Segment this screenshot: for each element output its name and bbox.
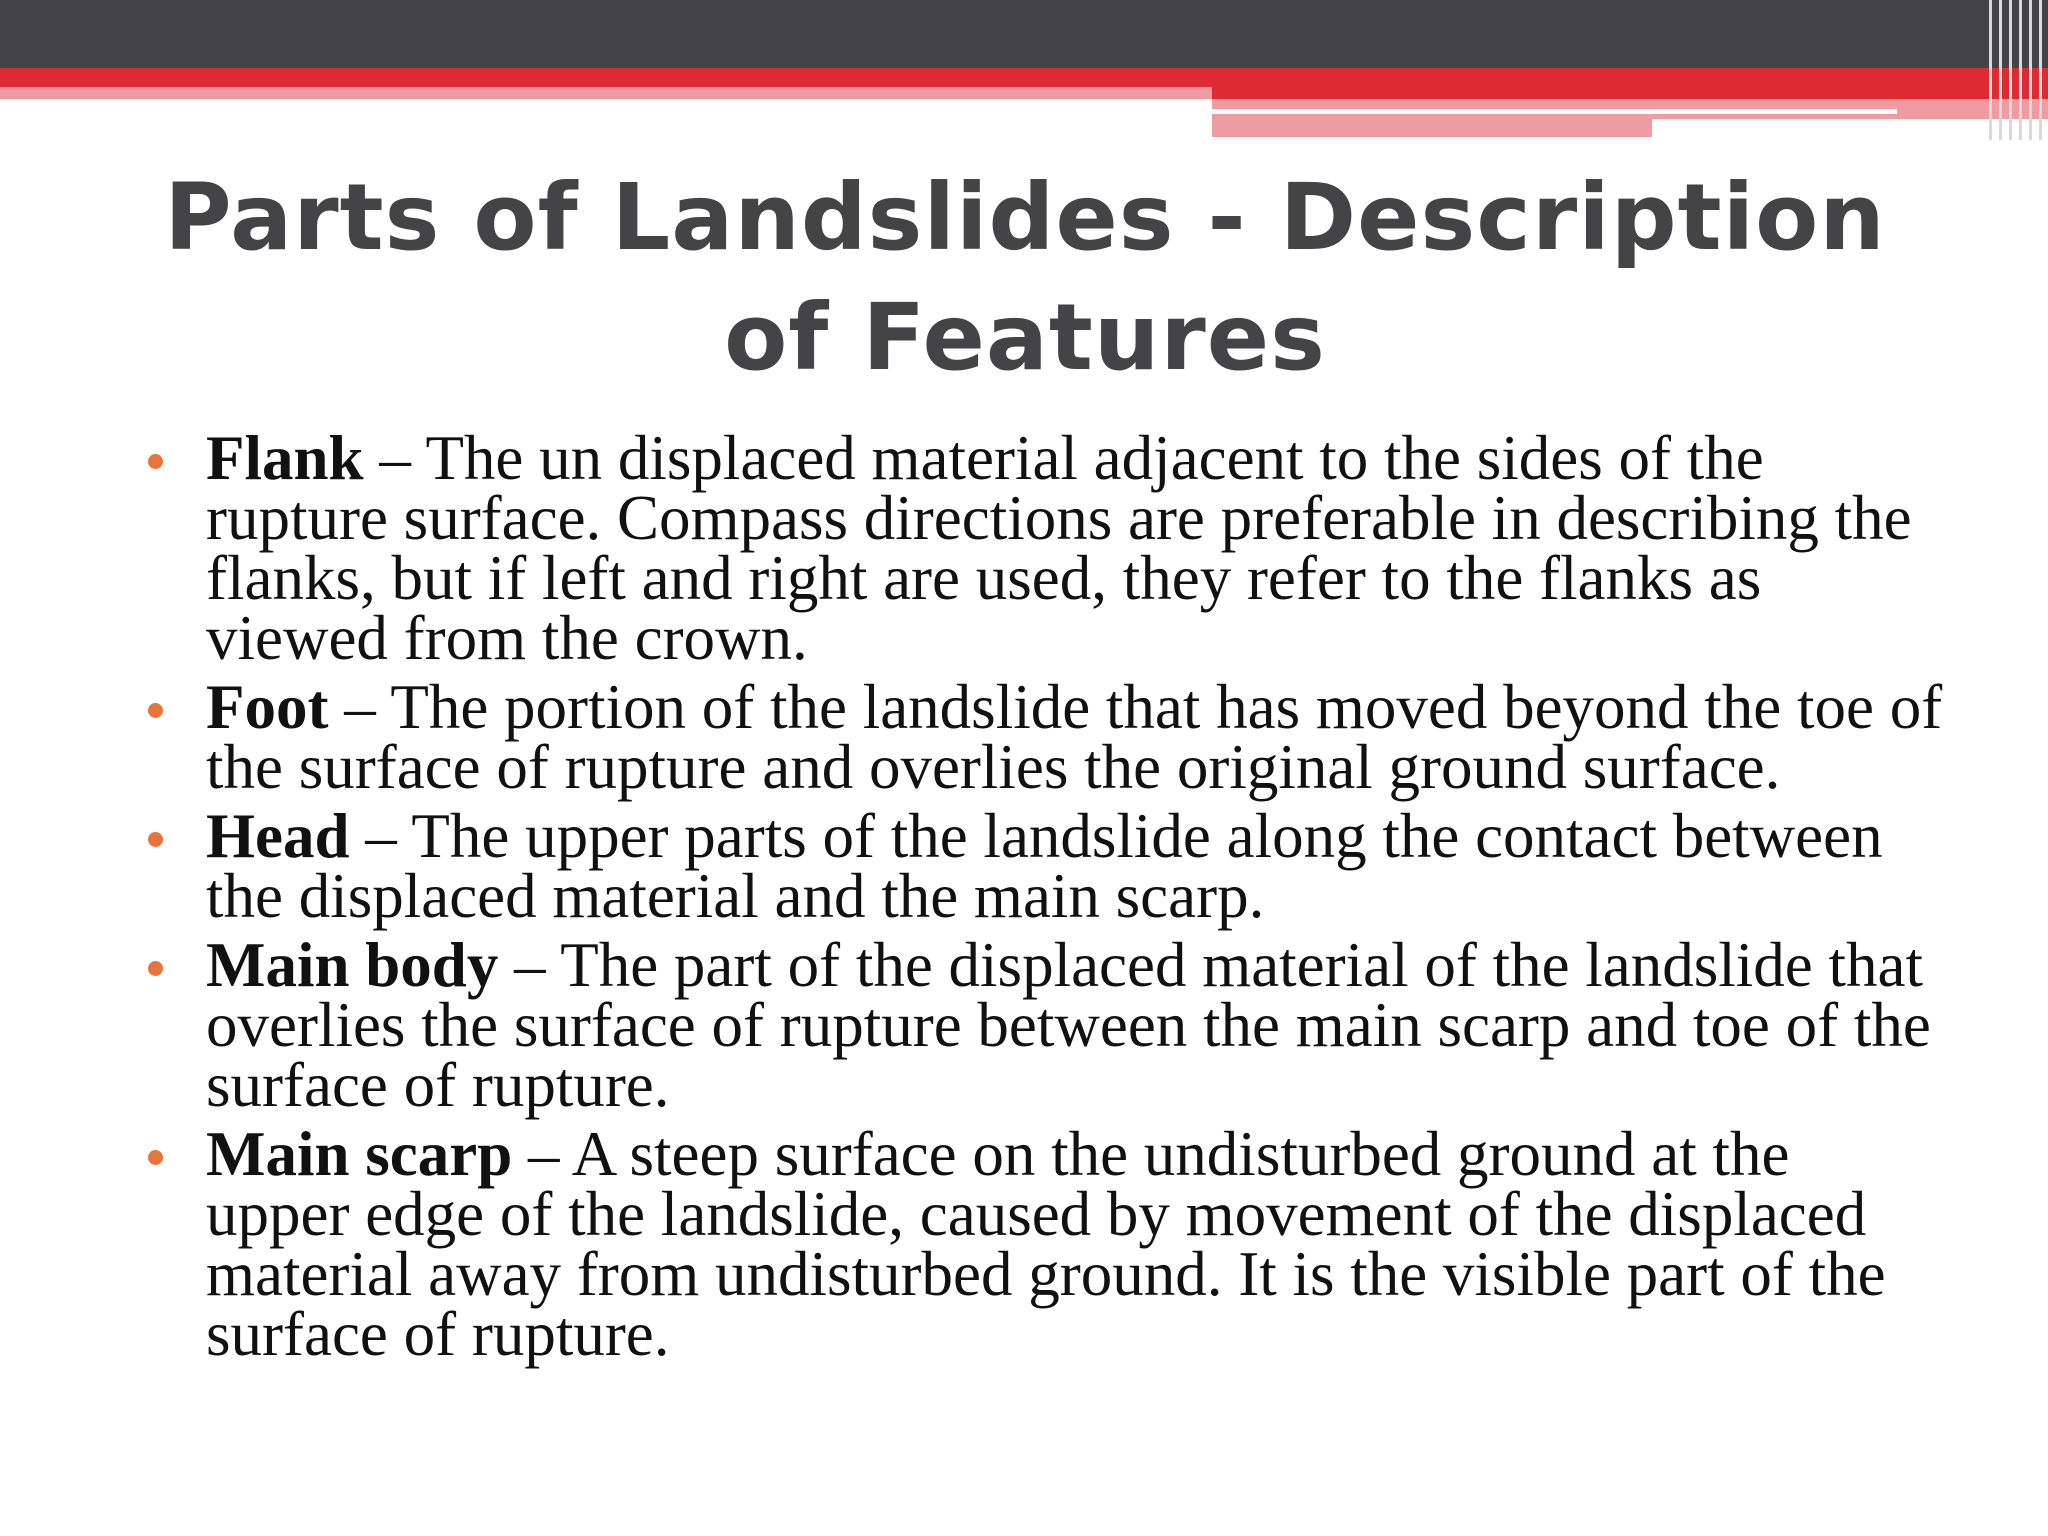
bullet-icon xyxy=(148,1150,163,1165)
definition-main-body: The part of the displaced material of the landslide that overlies the surface of rupture between the main scarp and toe of the surface of rupture. xyxy=(206,930,1931,1120)
definition-main-scarp: A steep surface on the undisturbed ground at the upper edge of the landslide, caused by movement of the displaced material away from undisturbed ground. It is the visible part of the surface of rupture. xyxy=(206,1119,1886,1369)
separator: – xyxy=(363,423,426,493)
bullet-icon xyxy=(148,703,163,718)
header-red-stripe xyxy=(0,68,1215,87)
definition-head: The upper parts of the landslide along the contact between the displaced material and the main scarp. xyxy=(206,801,1883,931)
definition-foot: The portion of the landslide that has moved beyond the toe of the surface of rupture and overlies the original ground surface. xyxy=(206,672,1943,802)
header-dark-bar xyxy=(0,0,2048,68)
definition-flank: The un displaced material adjacent to the sides of the rupture surface. Compass directions are preferable in describing the flanks, but if left and right are used, they refer to the flanks as viewed from the crown. xyxy=(206,423,1912,673)
list-item-main-body xyxy=(148,930,1948,1120)
bullet-icon xyxy=(148,961,163,976)
term-head: Head xyxy=(206,801,350,871)
term-main-body: Main body xyxy=(206,930,499,1000)
header-pink-stripe-lower xyxy=(1212,119,1652,137)
header-pink-stripe xyxy=(0,87,1215,99)
separator: – xyxy=(349,801,412,871)
bullet-icon xyxy=(148,454,163,469)
term-main-scarp: Main scarp xyxy=(206,1119,513,1189)
header-band xyxy=(0,0,2048,140)
definition-list xyxy=(148,423,1948,1373)
separator: – xyxy=(512,1119,572,1189)
list-item-head xyxy=(148,801,1948,931)
list-item-foot xyxy=(148,672,1948,802)
separator: – xyxy=(498,930,561,1000)
separator: – xyxy=(328,672,391,742)
list-item-flank xyxy=(148,423,1948,673)
header-white-line xyxy=(1212,109,1897,114)
header-vertical-stripes xyxy=(1985,0,2048,140)
header-red-stripe-right xyxy=(1212,68,2048,99)
list-item-main-scarp xyxy=(148,1119,1948,1369)
term-foot: Foot xyxy=(206,672,329,742)
bullet-icon xyxy=(148,832,163,847)
slide-title: Parts of Landslides - Description of Features xyxy=(164,164,1886,391)
term-flank: Flank xyxy=(206,423,364,493)
